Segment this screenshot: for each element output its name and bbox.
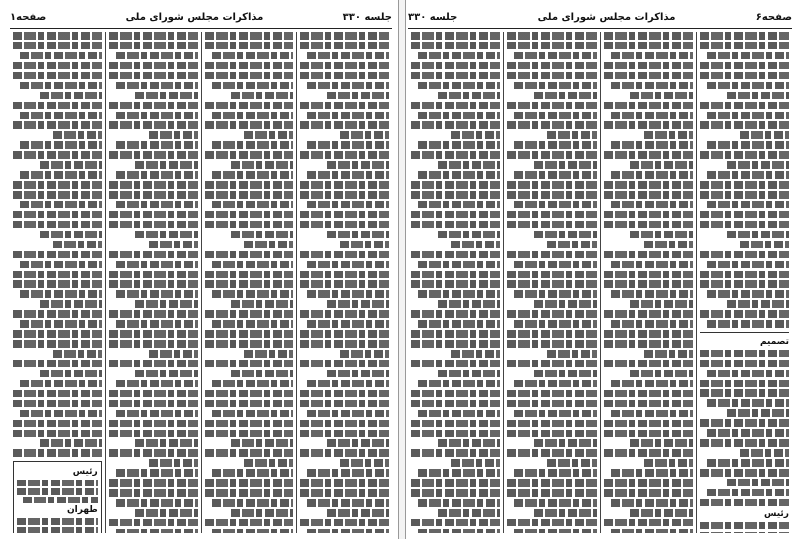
left-running-title: مذاکرات مجلس شورای ملی [125,11,264,23]
left-column-4-text [13,32,102,457]
left-page-header [10,6,392,29]
right-column-2 [600,32,696,533]
left-columns [10,32,392,533]
left-corner-mark: صفحه۱ [10,11,47,23]
left-notice-box [13,461,102,533]
right-column-3 [503,32,599,533]
right-running-title: مذاکرات مجلس شورای ملی [537,11,676,23]
left-column-4 [10,32,105,533]
right-page-header [408,6,792,29]
left-column-1 [296,32,392,533]
right-session-label: جلسه ۳۳۰ [408,11,458,23]
left-page [0,0,398,539]
left-notice-place: طهران [66,505,98,516]
right-section-heading: تصمیم [759,336,789,347]
right-columns [408,32,792,533]
right-column-1 [696,32,792,533]
left-column-3 [105,32,201,533]
left-session-label: جلسه ۳۳۰ [342,11,392,23]
right-page-number: صفحه۶ [755,11,792,23]
right-closing-label: رئیس [764,508,789,519]
right-page [404,0,800,539]
left-column-2 [201,32,297,533]
left-notice-heading: رئیس [72,466,98,477]
right-column-4 [408,32,503,533]
